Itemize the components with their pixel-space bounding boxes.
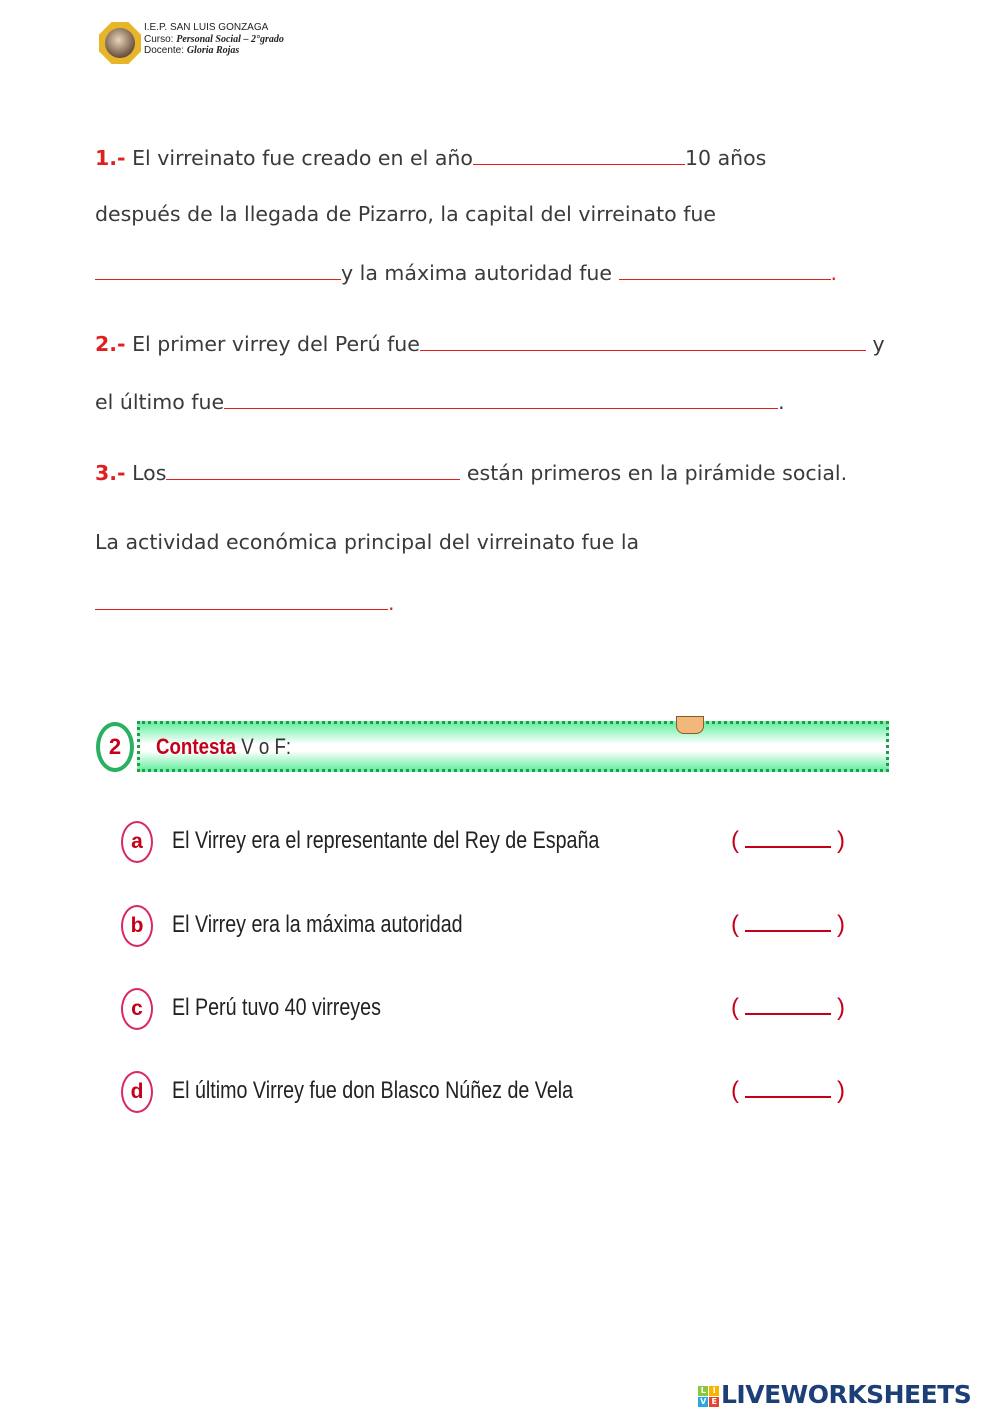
q1-line1: 1.- El virreinato fue creado en el año 10 años [95, 146, 767, 170]
school-name: I.E.P. SAN LUIS GONZAGA [144, 22, 269, 33]
tf-item: c El Perú tuvo 40 virreyes ( ) [121, 988, 861, 1032]
teacher-label: Docente: [144, 45, 185, 56]
answer-blank-authority[interactable] [619, 259, 831, 280]
answer-blank-a[interactable] [745, 828, 831, 848]
section2-title: Contesta V o F: [156, 734, 292, 759]
header-info [144, 22, 284, 57]
teacher-name: Gloria Rojas [186, 45, 240, 56]
course-label: Curso: [144, 33, 174, 45]
q3-line3: . [95, 589, 395, 615]
answer-blank-social-class[interactable] [166, 459, 460, 480]
liveworksheets-logo: L I V E LIVEWORKSHEETS [698, 1380, 971, 1409]
answer-blank-last-viceroy[interactable] [224, 388, 778, 409]
course-name: Personal Social – 2°grado [176, 33, 284, 45]
q1-line2: después de la llegada de Pizarro, la capital del virreinato fue [95, 202, 717, 226]
q2-line1: 2.- El primer virrey del Perú fue y [95, 332, 885, 356]
live-blocks-icon: L I V E [698, 1386, 719, 1407]
letter-circle: b [121, 905, 153, 947]
answer-blank-b[interactable] [745, 912, 831, 932]
school-logo [99, 22, 141, 64]
answer-blank-year[interactable] [473, 144, 685, 165]
q1-line3: y la máxima autoridad fue . [95, 259, 837, 285]
answer-blank-capital[interactable] [95, 259, 341, 280]
letter-circle: a [121, 821, 153, 863]
letter-circle: d [121, 1071, 153, 1113]
q2-line2: el último fue . [95, 390, 785, 414]
answer-blank-economy[interactable] [95, 589, 388, 610]
hand-icon [676, 716, 704, 734]
q3-line2: La actividad económica principal del virreinato fue la [95, 530, 640, 554]
answer-blank-first-viceroy[interactable] [420, 330, 866, 351]
answer-blank-d[interactable] [745, 1078, 831, 1098]
letter-circle: c [121, 988, 153, 1030]
answer-blank-c[interactable] [745, 995, 831, 1015]
tf-item: b El Virrey era la máxima autoridad ( ) [121, 905, 861, 949]
section-number-badge: 2 [96, 722, 134, 772]
q3-line1: 3.- Los están primeros en la pirámide social. [95, 461, 848, 485]
tf-item: d El último Virrey fue don Blasco Núñez de Vela ( ) [121, 1071, 861, 1115]
tf-item: a El Virrey era el representante del Rey de España ( ) [121, 821, 861, 865]
